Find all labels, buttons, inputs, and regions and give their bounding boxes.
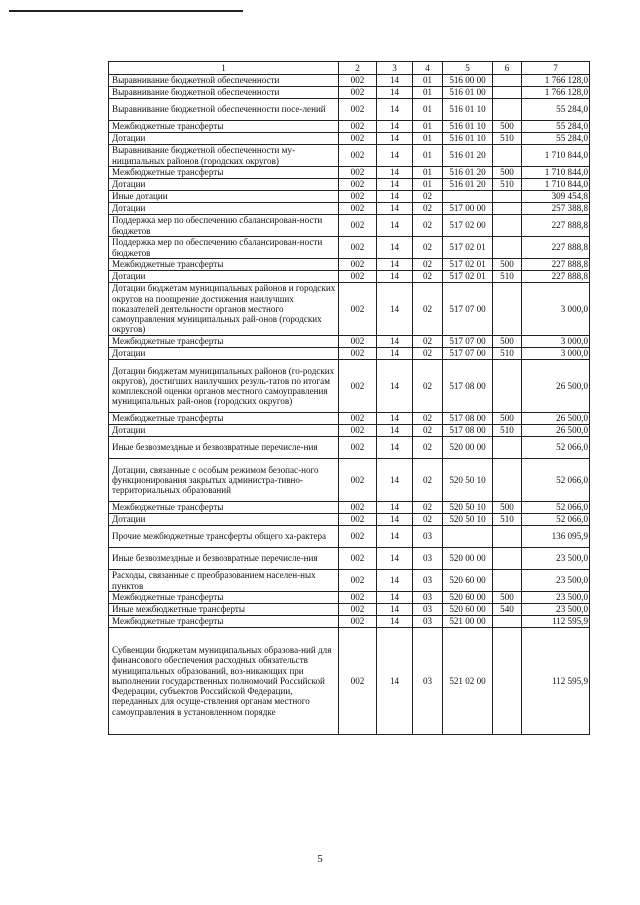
cell-name: Дотации: [109, 133, 339, 145]
table-header-row: [109, 62, 590, 75]
cell-col2: 002: [339, 604, 377, 616]
cell-name: Межбюджетные трансферты: [109, 592, 339, 604]
cell-col4: 01: [413, 145, 443, 167]
cell-col3: 14: [377, 259, 413, 271]
cell-col4: 02: [413, 271, 443, 283]
cell-name: Дотации: [109, 203, 339, 215]
cell-amount: 257 388,8: [522, 203, 590, 215]
cell-col4: 02: [413, 237, 443, 259]
cell-amount: 55 284,0: [522, 121, 590, 133]
cell-col5: 520 50 10: [443, 502, 493, 514]
cell-col5: 520 60 00: [443, 604, 493, 616]
cell-col4: 02: [413, 502, 443, 514]
cell-col3: 14: [377, 237, 413, 259]
cell-col6: [493, 548, 522, 570]
cell-col3: 14: [377, 336, 413, 348]
cell-col6: 500: [493, 336, 522, 348]
cell-col2: 002: [339, 167, 377, 179]
cell-col2: 002: [339, 336, 377, 348]
cell-col5: 517 08 00: [443, 425, 493, 437]
table-row: [109, 348, 590, 360]
cell-amount: 26 500,0: [522, 425, 590, 437]
cell-col2: 002: [339, 99, 377, 121]
table-row: [109, 179, 590, 191]
cell-name: Выравнивание бюджетной обеспеченности посе-лений: [109, 99, 339, 121]
cell-col6: [493, 87, 522, 99]
cell-col5: 516 01 10: [443, 121, 493, 133]
table-row: [109, 133, 590, 145]
header-col-6: 6: [493, 62, 522, 75]
cell-amount: 3 000,0: [522, 336, 590, 348]
cell-col2: 002: [339, 133, 377, 145]
cell-col3: 14: [377, 592, 413, 604]
cell-col5: 521 00 00: [443, 616, 493, 628]
cell-name: Дотации: [109, 514, 339, 526]
cell-col4: 02: [413, 425, 443, 437]
cell-col2: 002: [339, 570, 377, 592]
table-body: [109, 75, 590, 735]
cell-col6: 500: [493, 167, 522, 179]
cell-col6: 510: [493, 514, 522, 526]
cell-col3: 14: [377, 459, 413, 502]
cell-col4: 03: [413, 526, 443, 548]
cell-col2: 002: [339, 348, 377, 360]
cell-col4: 03: [413, 548, 443, 570]
table-row: [109, 604, 590, 616]
table-row: [109, 121, 590, 133]
cell-col6: [493, 203, 522, 215]
cell-col6: 510: [493, 348, 522, 360]
cell-col4: 01: [413, 75, 443, 87]
cell-col4: 01: [413, 167, 443, 179]
cell-name: Поддержка мер по обеспечению сбалансирован-ности бюджетов: [109, 215, 339, 237]
cell-name: Иные безвозмездные и безвозвратные перечисле-ния: [109, 437, 339, 459]
cell-col4: 01: [413, 179, 443, 191]
cell-col3: 14: [377, 191, 413, 203]
cell-col6: [493, 437, 522, 459]
cell-col5: 516 01 20: [443, 145, 493, 167]
cell-name: Дотации: [109, 179, 339, 191]
cell-amount: 23 500,0: [522, 604, 590, 616]
cell-col3: 14: [377, 548, 413, 570]
cell-name: Межбюджетные трансферты: [109, 167, 339, 179]
cell-col3: 14: [377, 360, 413, 413]
budget-table: [108, 61, 590, 735]
cell-col3: 14: [377, 604, 413, 616]
cell-col4: 02: [413, 191, 443, 203]
cell-col2: 002: [339, 75, 377, 87]
cell-amount: 227 888,8: [522, 259, 590, 271]
cell-col3: 14: [377, 167, 413, 179]
cell-col6: 510: [493, 425, 522, 437]
table-row: [109, 283, 590, 336]
cell-col5: 516 01 20: [443, 167, 493, 179]
cell-col6: [493, 191, 522, 203]
cell-col3: 14: [377, 87, 413, 99]
cell-col6: 500: [493, 121, 522, 133]
cell-col4: 03: [413, 592, 443, 604]
budget-table-container: [108, 61, 589, 735]
cell-col5: 517 08 00: [443, 413, 493, 425]
cell-name: Субвенции бюджетам муниципальных образова-ний для финансового обеспечения расходных обязательств муниципальных образований, воз-никающих при выполнении государственных полномочий Российской Федерации, субъектов Российской Федерации, переданных для осуще-ствления органам местного самоуправления в установленном порядке: [109, 628, 339, 735]
cell-col4: 02: [413, 283, 443, 336]
cell-col5: 517 07 00: [443, 348, 493, 360]
cell-col6: [493, 215, 522, 237]
header-col-5: 5: [443, 62, 493, 75]
cell-amount: 112 595,9: [522, 628, 590, 735]
cell-name: Иные безвозмездные и безвозвратные перечисле-ния: [109, 548, 339, 570]
cell-col5: 520 00 00: [443, 437, 493, 459]
cell-amount: 1 710 844,0: [522, 179, 590, 191]
cell-col5: 517 07 00: [443, 283, 493, 336]
table-row: [109, 87, 590, 99]
cell-amount: 1 710 844,0: [522, 167, 590, 179]
cell-col4: 03: [413, 616, 443, 628]
cell-col5: 520 50 10: [443, 459, 493, 502]
table-row: [109, 99, 590, 121]
cell-col5: 520 60 00: [443, 592, 493, 604]
cell-col2: 002: [339, 179, 377, 191]
cell-col6: [493, 75, 522, 87]
cell-col2: 002: [339, 121, 377, 133]
table-row: [109, 502, 590, 514]
cell-col2: 002: [339, 437, 377, 459]
table-row: [109, 526, 590, 548]
cell-name: Иные межбюджетные трансферты: [109, 604, 339, 616]
cell-col2: 002: [339, 502, 377, 514]
cell-amount: 1 710 844,0: [522, 145, 590, 167]
cell-col5: 520 00 00: [443, 548, 493, 570]
cell-col6: 500: [493, 413, 522, 425]
cell-amount: 227 888,8: [522, 215, 590, 237]
cell-col2: 002: [339, 514, 377, 526]
cell-col3: 14: [377, 570, 413, 592]
cell-col3: 14: [377, 179, 413, 191]
cell-amount: 55 284,0: [522, 99, 590, 121]
cell-col5: 517 02 01: [443, 259, 493, 271]
table-row: [109, 425, 590, 437]
cell-amount: 227 888,8: [522, 271, 590, 283]
cell-col3: 14: [377, 437, 413, 459]
cell-amount: 52 066,0: [522, 437, 590, 459]
cell-col4: 02: [413, 348, 443, 360]
cell-name: Межбюджетные трансферты: [109, 413, 339, 425]
cell-col2: 002: [339, 628, 377, 735]
cell-col3: 14: [377, 348, 413, 360]
cell-col2: 002: [339, 548, 377, 570]
cell-col3: 14: [377, 271, 413, 283]
cell-col4: 01: [413, 133, 443, 145]
cell-col5: 516 01 10: [443, 99, 493, 121]
cell-col4: 03: [413, 628, 443, 735]
cell-col5: 521 02 00: [443, 628, 493, 735]
cell-amount: 112 595,9: [522, 616, 590, 628]
table-row: [109, 616, 590, 628]
cell-col2: 002: [339, 425, 377, 437]
cell-name: Иные дотации: [109, 191, 339, 203]
table-row: [109, 271, 590, 283]
table-row: [109, 628, 590, 735]
cell-col5: 517 02 01: [443, 271, 493, 283]
cell-col6: 500: [493, 592, 522, 604]
cell-col4: 03: [413, 604, 443, 616]
cell-col3: 14: [377, 413, 413, 425]
table-row: [109, 360, 590, 413]
cell-name: Расходы, связанные с преобразованием населен-ных пунктов: [109, 570, 339, 592]
cell-col5: 517 07 00: [443, 336, 493, 348]
cell-col3: 14: [377, 283, 413, 336]
cell-col4: 01: [413, 87, 443, 99]
cell-col2: 002: [339, 592, 377, 604]
table-row: [109, 167, 590, 179]
cell-amount: 23 500,0: [522, 548, 590, 570]
cell-amount: 227 888,8: [522, 237, 590, 259]
cell-col2: 002: [339, 526, 377, 548]
cell-col3: 14: [377, 99, 413, 121]
cell-col3: 14: [377, 75, 413, 87]
cell-name: Выравнивание бюджетной обеспеченности: [109, 87, 339, 99]
cell-col4: 02: [413, 413, 443, 425]
cell-col6: 500: [493, 502, 522, 514]
cell-amount: 26 500,0: [522, 360, 590, 413]
table-row: [109, 413, 590, 425]
cell-col5: 520 50 10: [443, 514, 493, 526]
cell-amount: 3 000,0: [522, 348, 590, 360]
cell-amount: 136 095,9: [522, 526, 590, 548]
cell-col2: 002: [339, 237, 377, 259]
cell-name: Дотации: [109, 271, 339, 283]
cell-col6: [493, 459, 522, 502]
header-col-1: 1: [109, 62, 339, 75]
cell-col6: 510: [493, 271, 522, 283]
table-row: [109, 75, 590, 87]
cell-amount: 1 766 128,0: [522, 75, 590, 87]
cell-amount: 55 284,0: [522, 133, 590, 145]
cell-col4: 01: [413, 99, 443, 121]
cell-col3: 14: [377, 145, 413, 167]
header-col-7: 7: [522, 62, 590, 75]
cell-col3: 14: [377, 502, 413, 514]
cell-amount: 309 454,8: [522, 191, 590, 203]
cell-col5: 516 01 00: [443, 87, 493, 99]
cell-name: Дотации бюджетам муниципальных районов (го-родских округов), достигших наилучших резуль-татов по итогам комплексной оценки органов местного самоуправления муниципальных рай-онов (городских округов): [109, 360, 339, 413]
cell-col2: 002: [339, 360, 377, 413]
table-row: [109, 459, 590, 502]
table-row: [109, 548, 590, 570]
cell-col2: 002: [339, 215, 377, 237]
cell-name: Межбюджетные трансферты: [109, 121, 339, 133]
cell-col5: 520 60 00: [443, 570, 493, 592]
cell-col3: 14: [377, 425, 413, 437]
cell-col6: 510: [493, 179, 522, 191]
cell-amount: 52 066,0: [522, 459, 590, 502]
cell-amount: 23 500,0: [522, 570, 590, 592]
cell-col3: 14: [377, 616, 413, 628]
cell-col6: 540: [493, 604, 522, 616]
cell-col6: [493, 616, 522, 628]
cell-col5: 516 01 10: [443, 133, 493, 145]
cell-col4: 02: [413, 360, 443, 413]
table-row: [109, 336, 590, 348]
cell-col4: 03: [413, 570, 443, 592]
cell-col5: [443, 191, 493, 203]
cell-name: Дотации, связанные с особым режимом безопас-ного функционирования закрытых администра-тивно-территориальных образований: [109, 459, 339, 502]
table-row: [109, 191, 590, 203]
cell-col4: 02: [413, 203, 443, 215]
cell-col3: 14: [377, 121, 413, 133]
cell-col4: 01: [413, 121, 443, 133]
cell-name: Дотации: [109, 425, 339, 437]
cell-col5: 517 08 00: [443, 360, 493, 413]
page-number: 5: [317, 853, 323, 865]
cell-col6: [493, 283, 522, 336]
cell-col5: 516 00 00: [443, 75, 493, 87]
cell-col2: 002: [339, 191, 377, 203]
cell-amount: 26 500,0: [522, 413, 590, 425]
table-row: [109, 592, 590, 604]
cell-name: Выравнивание бюджетной обеспеченности му-ниципальных районов (городских округов): [109, 145, 339, 167]
table-row: [109, 145, 590, 167]
cell-col3: 14: [377, 628, 413, 735]
cell-col2: 002: [339, 283, 377, 336]
cell-col2: 002: [339, 459, 377, 502]
cell-col4: 02: [413, 336, 443, 348]
cell-name: Межбюджетные трансферты: [109, 502, 339, 514]
cell-amount: 3 000,0: [522, 283, 590, 336]
cell-name: Межбюджетные трансферты: [109, 259, 339, 271]
cell-col6: [493, 570, 522, 592]
cell-col4: 02: [413, 259, 443, 271]
table-row: [109, 259, 590, 271]
cell-col5: 517 02 01: [443, 237, 493, 259]
cell-col2: 002: [339, 87, 377, 99]
cell-col5: 516 01 20: [443, 179, 493, 191]
cell-col2: 002: [339, 259, 377, 271]
cell-col6: [493, 526, 522, 548]
cell-amount: 52 066,0: [522, 502, 590, 514]
cell-col5: [443, 526, 493, 548]
cell-col3: 14: [377, 215, 413, 237]
table-row: [109, 203, 590, 215]
cell-col2: 002: [339, 145, 377, 167]
cell-col5: 517 02 00: [443, 215, 493, 237]
cell-amount: 1 766 128,0: [522, 87, 590, 99]
cell-col3: 14: [377, 203, 413, 215]
cell-name: Поддержка мер по обеспечению сбалансирован-ности бюджетов: [109, 237, 339, 259]
table-row: [109, 570, 590, 592]
cell-col5: 517 00 00: [443, 203, 493, 215]
cell-name: Межбюджетные трансферты: [109, 336, 339, 348]
cell-col4: 02: [413, 215, 443, 237]
table-row: [109, 437, 590, 459]
cell-col3: 14: [377, 526, 413, 548]
header-col-4: 4: [413, 62, 443, 75]
cell-col2: 002: [339, 203, 377, 215]
cell-col4: 02: [413, 459, 443, 502]
cell-amount: 52 066,0: [522, 514, 590, 526]
cell-name: Дотации: [109, 348, 339, 360]
cell-col6: 510: [493, 133, 522, 145]
cell-col3: 14: [377, 514, 413, 526]
cell-name: Прочие межбюджетные трансферты общего ха-рактера: [109, 526, 339, 548]
cell-col2: 002: [339, 413, 377, 425]
cell-name: Дотации бюджетам муниципальных районов и городских округов на поощрение достижения наилучших показателей деятельности органов местного самоуправления муниципальных рай-онов (городских округов): [109, 283, 339, 336]
cell-name: Выравнивание бюджетной обеспеченности: [109, 75, 339, 87]
cell-amount: 23 500,0: [522, 592, 590, 604]
cell-col6: [493, 145, 522, 167]
header-col-3: 3: [377, 62, 413, 75]
cell-name: Межбюджетные трансферты: [109, 616, 339, 628]
cell-col2: 002: [339, 271, 377, 283]
header-col-2: 2: [339, 62, 377, 75]
cell-col6: [493, 237, 522, 259]
cell-col2: 002: [339, 616, 377, 628]
cell-col3: 14: [377, 133, 413, 145]
table-row: [109, 215, 590, 237]
cell-col4: 02: [413, 437, 443, 459]
cell-col6: 500: [493, 259, 522, 271]
cell-col6: [493, 628, 522, 735]
table-row: [109, 237, 590, 259]
table-row: [109, 514, 590, 526]
top-decorative-rule: [9, 10, 243, 12]
cell-col6: [493, 360, 522, 413]
cell-col6: [493, 99, 522, 121]
cell-col4: 02: [413, 514, 443, 526]
